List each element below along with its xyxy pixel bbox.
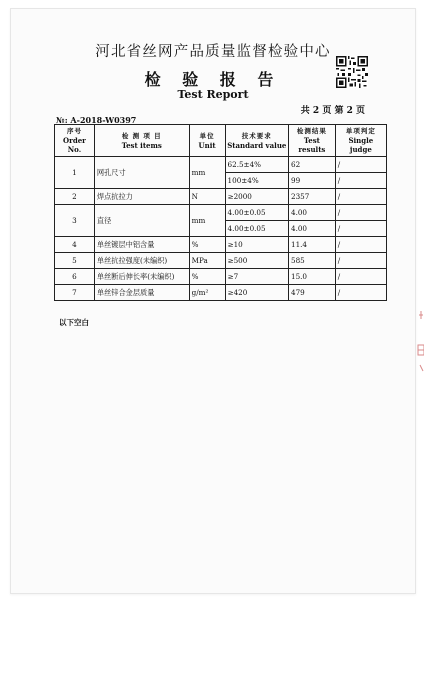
cell-unit: N [189, 189, 225, 205]
cell-standard: ≥7 [225, 269, 288, 285]
cell-item: 直径 [94, 205, 189, 237]
header-order-no: 序号 Order No. [55, 125, 95, 157]
table-row [55, 269, 387, 285]
cell-item: 单丝抗拉强度(未编织) [94, 253, 189, 269]
cell-result: 62 [289, 157, 336, 173]
qr-code-icon [336, 56, 368, 88]
cell-result: 4.00 [289, 221, 336, 237]
cell-judge: / [335, 173, 386, 189]
cell-item: 焊点抗拉力 [94, 189, 189, 205]
cell-standard: 4.00±0.05 [225, 221, 288, 237]
cell-result: 479 [289, 285, 336, 301]
seal-edge-mark [415, 305, 424, 385]
table-row [55, 189, 387, 205]
cell-result: 4.00 [289, 205, 336, 221]
cell-judge: / [335, 189, 386, 205]
cell-unit: % [189, 237, 225, 253]
cell-no: 4 [55, 237, 95, 253]
cell-unit: mm [189, 205, 225, 237]
cell-result: 585 [289, 253, 336, 269]
cell-unit: mm [189, 157, 225, 189]
cell-item: 单丝断后伸长率(未编织) [94, 269, 189, 285]
cell-judge: / [335, 157, 386, 173]
cell-standard: 62.5±4% [225, 157, 288, 173]
table-row [55, 285, 387, 301]
cell-standard: ≥500 [225, 253, 288, 269]
cell-standard: ≥10 [225, 237, 288, 253]
cell-item: 网孔尺寸 [94, 157, 189, 189]
cell-unit: % [189, 269, 225, 285]
cell-standard: ≥420 [225, 285, 288, 301]
cell-no: 3 [55, 205, 95, 237]
header-unit: 单位 Unit [189, 125, 225, 157]
header-test-results: 检测结果 Test results [289, 125, 336, 157]
cell-result: 2357 [289, 189, 336, 205]
organization-name: 河北省丝网产品质量监督检验中心 [95, 44, 331, 60]
cell-judge: / [335, 285, 386, 301]
report-sheet [10, 8, 416, 594]
cell-standard: 100±4% [225, 173, 288, 189]
cell-judge: / [335, 253, 386, 269]
cell-judge: / [335, 237, 386, 253]
cell-unit: MPa [189, 253, 225, 269]
table-header-row [55, 125, 387, 157]
table-row [55, 237, 387, 253]
header-standard-value: 技术要求 Standard value [225, 125, 288, 157]
report-title-en: Test Report [177, 88, 249, 101]
cell-judge: / [335, 205, 386, 221]
header-test-items: 检 测 项 目 Test items [94, 125, 189, 157]
cell-judge: / [335, 221, 386, 237]
cell-item: 单丝锌合金层质量 [94, 285, 189, 301]
report-number: №: A-2018-W0397 [56, 115, 137, 125]
cell-standard: 4.00±0.05 [225, 205, 288, 221]
cell-no: 1 [55, 157, 95, 189]
page-count: 共 2 页 第 2 页 [300, 106, 365, 116]
cell-item: 单丝镀层中铝含量 [94, 237, 189, 253]
cell-result: 99 [289, 173, 336, 189]
cell-no: 5 [55, 253, 95, 269]
table-row [55, 253, 387, 269]
cell-judge: / [335, 269, 386, 285]
cell-no: 6 [55, 269, 95, 285]
blank-below-note: 以下空白 [59, 318, 89, 327]
table-row [55, 205, 387, 221]
test-results-table [54, 124, 387, 301]
cell-result: 15.0 [289, 269, 336, 285]
report-title-cn: 检 验 报 告 [144, 70, 282, 89]
table-row [55, 157, 387, 173]
cell-no: 7 [55, 285, 95, 301]
cell-result: 11.4 [289, 237, 336, 253]
cell-standard: ≥2000 [225, 189, 288, 205]
cell-no: 2 [55, 189, 95, 205]
cell-unit: g/m² [189, 285, 225, 301]
header-single-judge: 单项判定 Single judge [335, 125, 386, 157]
